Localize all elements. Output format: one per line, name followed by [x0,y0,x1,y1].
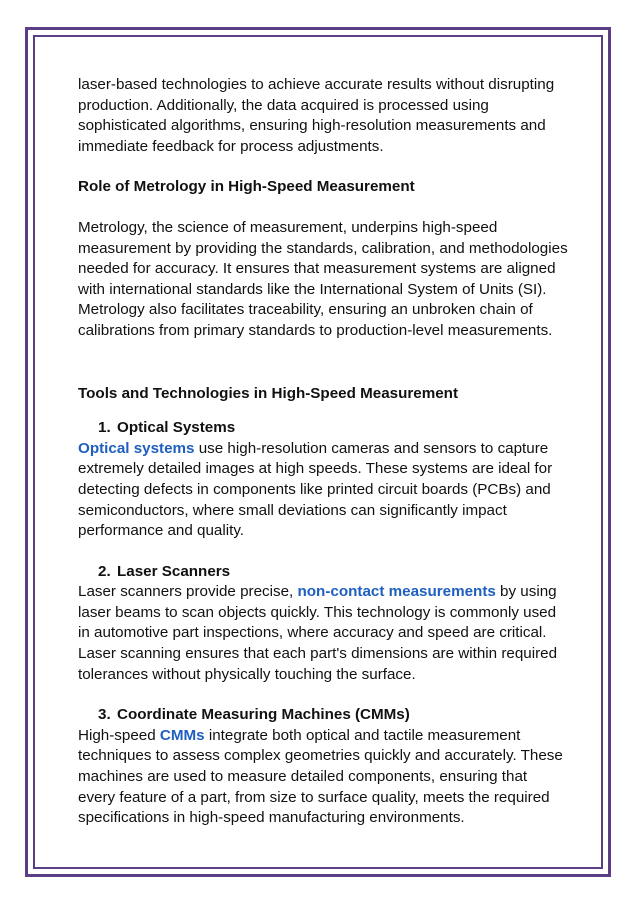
item-line: integrate both optical and tactile measurement [204,726,521,744]
cmms-link[interactable]: CMMs [159,726,205,744]
metrology-paragraph [78,218,578,342]
item-number: 2. [98,562,111,580]
item-paragraph-optical-systems [78,439,578,542]
item-line: High-speed [78,726,160,744]
item-heading-optical-systems [78,418,578,439]
item-line: in automotive part inspections, where accuracy and speed are critical. [78,624,547,642]
item-line: use high-resolution cameras and sensors to capture [194,439,549,457]
document-body [78,75,578,829]
item-heading-laser-scanners [78,562,578,583]
item-number: 3. [98,706,111,724]
metrology-line: with international standards like the International System of Units (SI). [78,280,547,298]
metrology-line: measurement by providing the standards, calibration, and methodologies [78,239,568,257]
tools-heading: Tools and Technologies in High-Speed Measurement [78,384,459,402]
item-title: Coordinate Measuring Machines (CMMs) [117,706,410,724]
item-line: performance and quality. [78,522,245,540]
intro-line: immediate feedback for process adjustments. [78,137,384,155]
intro-line: sophisticated algorithms, ensuring high-resolution measurements and [78,117,546,135]
item-line: semiconductors, where small deviations can significantly impact [78,501,507,519]
item-line: techniques to assess complex geometries quickly and accurately. These [78,747,563,765]
intro-paragraph [78,75,578,157]
item-title: Laser Scanners [117,562,231,580]
item-line: machines are used to measure detailed components, ensuring that [78,768,528,786]
metrology-line: calibrations from primary standards to production-level measurements. [78,321,553,339]
optical-systems-link[interactable]: Optical systems [78,439,195,457]
item-title: Optical Systems [117,419,236,437]
non-contact-measurements-link[interactable]: non-contact measurements [297,583,496,601]
item-line: Laser scanners provide precise, [78,583,298,601]
item-line: Laser scanning ensures that each part's dimensions are within required [78,645,558,663]
item-line: specifications in high-speed manufacturing environments. [78,809,465,827]
metrology-heading: Role of Metrology in High-Speed Measurement [78,178,415,196]
metrology-line: needed for accuracy. It ensures that measurement systems are aligned [78,260,556,278]
intro-line: laser-based technologies to achieve accurate results without disrupting [78,76,555,93]
item-line: tolerances without physically touching the surface. [78,665,416,683]
intro-line: production. Additionally, the data acquired is processed using [78,96,489,114]
item-heading-cmms [78,705,578,726]
item-line: every feature of a part, from size to surface quality, meets the required [78,788,550,806]
item-number: 1. [98,419,111,437]
item-paragraph-laser-scanners [78,582,578,685]
metrology-line: Metrology, the science of measurement, underpins high-speed [78,218,498,236]
item-line: laser beams to scan objects quickly. This technology is commonly used [78,603,557,621]
item-line: detecting defects in components like printed circuit boards (PCBs) and [78,480,551,498]
item-paragraph-cmms [78,726,578,829]
metrology-line: Metrology also facilitates traceability, ensuring an unbroken chain of [78,301,533,319]
item-line: extremely detailed images at high speeds. These systems are ideal for [78,460,553,478]
item-line: by using [495,583,557,601]
